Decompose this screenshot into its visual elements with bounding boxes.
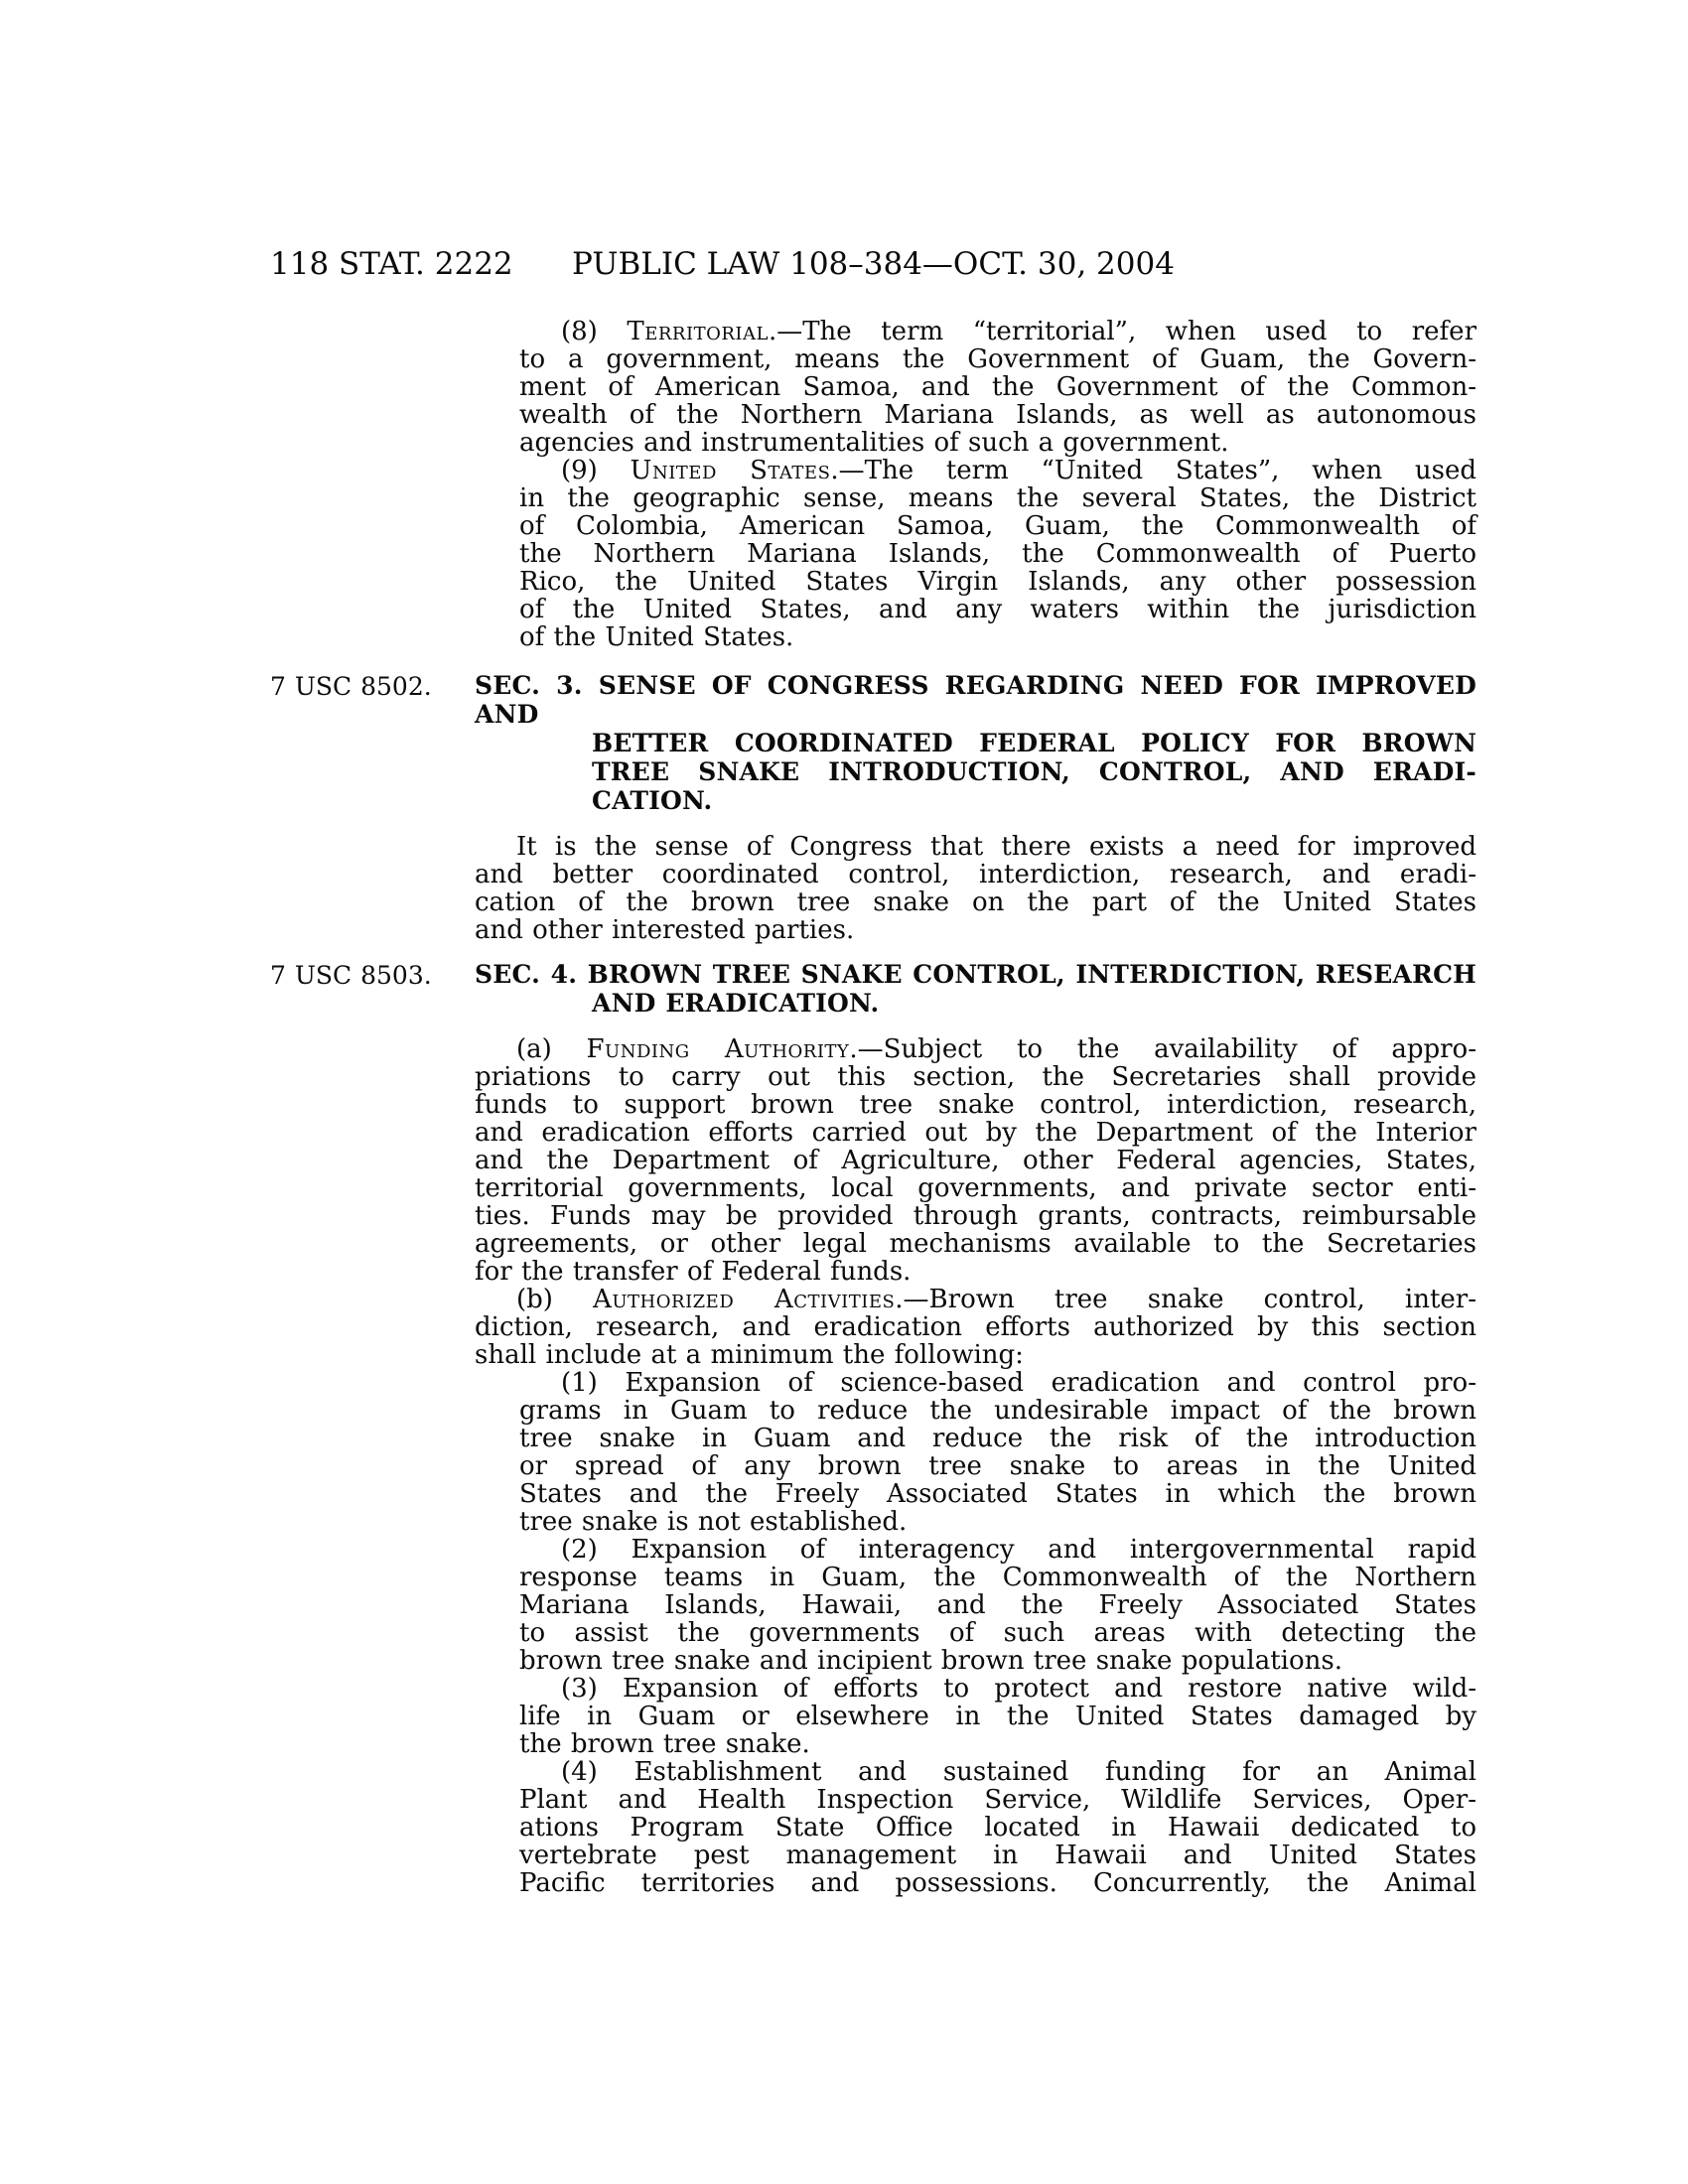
- text-line: (b) Authorized Activities.—Brown tree snake control, inter-: [516, 1285, 1477, 1314]
- text-line: grams in Guam to reduce the undesirable impact of the brown: [519, 1396, 1477, 1426]
- text-line: wealth of the Northern Mariana Islands, as well as autonomous: [519, 400, 1477, 430]
- text-line: of the United States, and any waters within the jurisdiction: [519, 595, 1477, 624]
- text-line: territorial governments, local governments, and private sector enti-: [475, 1173, 1477, 1203]
- text-line: ties. Funds may be provided through grants, contracts, reimbursable: [475, 1201, 1477, 1231]
- text-line: It is the sense of Congress that there exists a need for improved: [516, 832, 1477, 862]
- text-line: tree snake is not established.: [519, 1507, 908, 1537]
- section-4-heading: [270, 960, 1477, 1018]
- text-line: ations Program State Office located in Hawaii dedicated to: [519, 1813, 1477, 1843]
- text-line: cation of the brown tree snake on the part of the United States: [475, 887, 1477, 917]
- subsection-b: [475, 1286, 1477, 1369]
- text-line: to assist the governments of such areas with detecting the: [519, 1618, 1477, 1648]
- section-3-body: [475, 833, 1477, 944]
- activities-paragraph-3: [519, 1675, 1477, 1758]
- text-line: agreements, or other legal mechanisms available to the Secretaries: [475, 1229, 1477, 1259]
- text-line: SEC. 3. SENSE OF CONGRESS REGARDING NEED FOR IMPROVED AND: [475, 671, 1477, 729]
- text-line: life in Guam or elsewhere in the United States damaged by: [519, 1702, 1477, 1731]
- text-line: and the Department of Agriculture, other Federal agencies, States,: [475, 1146, 1477, 1175]
- text-line: shall include at a minimum the following:: [475, 1340, 1024, 1370]
- text-line: the brown tree snake.: [519, 1729, 810, 1759]
- us-code-margin-note: 7 USC 8503.: [270, 961, 432, 990]
- text-line: CATION.: [592, 786, 713, 815]
- text-line: of Colombia, American Samoa, Guam, the Commonwealth of: [519, 511, 1477, 541]
- text-line: States and the Freely Associated States in which the brown: [519, 1479, 1477, 1509]
- activities-paragraph-2: [519, 1536, 1477, 1675]
- text-line: (4) Establishment and sustained funding for an Animal: [561, 1757, 1477, 1787]
- text-line: Plant and Health Inspection Service, Wildlife Services, Oper-: [519, 1785, 1477, 1815]
- text-line: of the United States.: [519, 622, 794, 652]
- text-line: tree snake in Guam and reduce the risk of the introduction: [519, 1424, 1477, 1453]
- activities-paragraph-1: [519, 1369, 1477, 1536]
- text-line: (2) Expansion of interagency and intergovernmental rapid: [561, 1535, 1477, 1565]
- text-line: and better coordinated control, interdiction, research, and eradi-: [475, 860, 1477, 889]
- text-line: Mariana Islands, Hawaii, and the Freely Associated States: [519, 1590, 1477, 1620]
- text-line: AND ERADICATION.: [592, 989, 880, 1018]
- text-line: BETTER COORDINATED FEDERAL POLICY FOR BROWN: [592, 729, 1477, 757]
- text-line: brown tree snake and incipient brown tree snake populations.: [519, 1646, 1342, 1676]
- definition-paragraph-9: [519, 457, 1477, 651]
- text-line: or spread of any brown tree snake to areas in the United: [519, 1451, 1477, 1481]
- text-line: funds to support brown tree snake control, interdiction, research,: [475, 1090, 1477, 1120]
- text-line: (8) Territorial.—The term “territorial”, when used to refer: [561, 317, 1477, 346]
- text-line: Rico, the United States Virgin Islands, any other possession: [519, 567, 1477, 597]
- subsection-a: [475, 1035, 1477, 1286]
- text-line: for the transfer of Federal funds.: [475, 1257, 912, 1287]
- document-body: [270, 317, 1477, 1898]
- text-line: Pacific territories and possessions. Concurrently, the Animal: [519, 1868, 1477, 1898]
- text-line: to a government, means the Government of Guam, the Govern-: [519, 344, 1477, 374]
- us-code-margin-note: 7 USC 8502.: [270, 672, 432, 701]
- text-line: priations to carry out this section, the Secretaries shall provide: [475, 1062, 1477, 1092]
- text-line: the Northern Mariana Islands, the Commonwealth of Puerto: [519, 539, 1477, 569]
- public-law-running-head: PUBLIC LAW 108–384—OCT. 30, 2004: [572, 246, 1175, 282]
- text-line: (3) Expansion of efforts to protect and restore native wild-: [561, 1674, 1477, 1704]
- text-line: and eradication efforts carried out by the Department of the Interior: [475, 1118, 1477, 1148]
- definition-paragraph-8: [519, 318, 1477, 457]
- text-line: (a) Funding Authority.—Subject to the availability of appro-: [516, 1034, 1477, 1064]
- text-line: diction, research, and eradication efforts authorized by this section: [475, 1312, 1477, 1342]
- text-line: SEC. 4. BROWN TREE SNAKE CONTROL, INTERDICTION, RESEARCH: [475, 960, 1477, 989]
- activities-paragraph-4: [519, 1758, 1477, 1897]
- text-line: TREE SNAKE INTRODUCTION, CONTROL, AND ERADI-: [592, 757, 1477, 786]
- section-3-heading: [270, 671, 1477, 815]
- text-line: (9) United States.—The term “United States”, when used: [561, 456, 1477, 485]
- text-line: (1) Expansion of science-based eradication and control pro-: [561, 1368, 1477, 1398]
- text-line: in the geographic sense, means the several States, the District: [519, 483, 1477, 513]
- text-line: agencies and instrumentalities of such a government.: [519, 428, 1229, 458]
- text-line: response teams in Guam, the Commonwealth of the Northern: [519, 1563, 1477, 1592]
- text-line: ment of American Samoa, and the Government of the Common-: [519, 372, 1477, 402]
- text-line: vertebrate pest management in Hawaii and United States: [519, 1841, 1477, 1870]
- page-stat-number: 118 STAT. 2222: [270, 246, 513, 282]
- text-line: and other interested parties.: [475, 915, 855, 945]
